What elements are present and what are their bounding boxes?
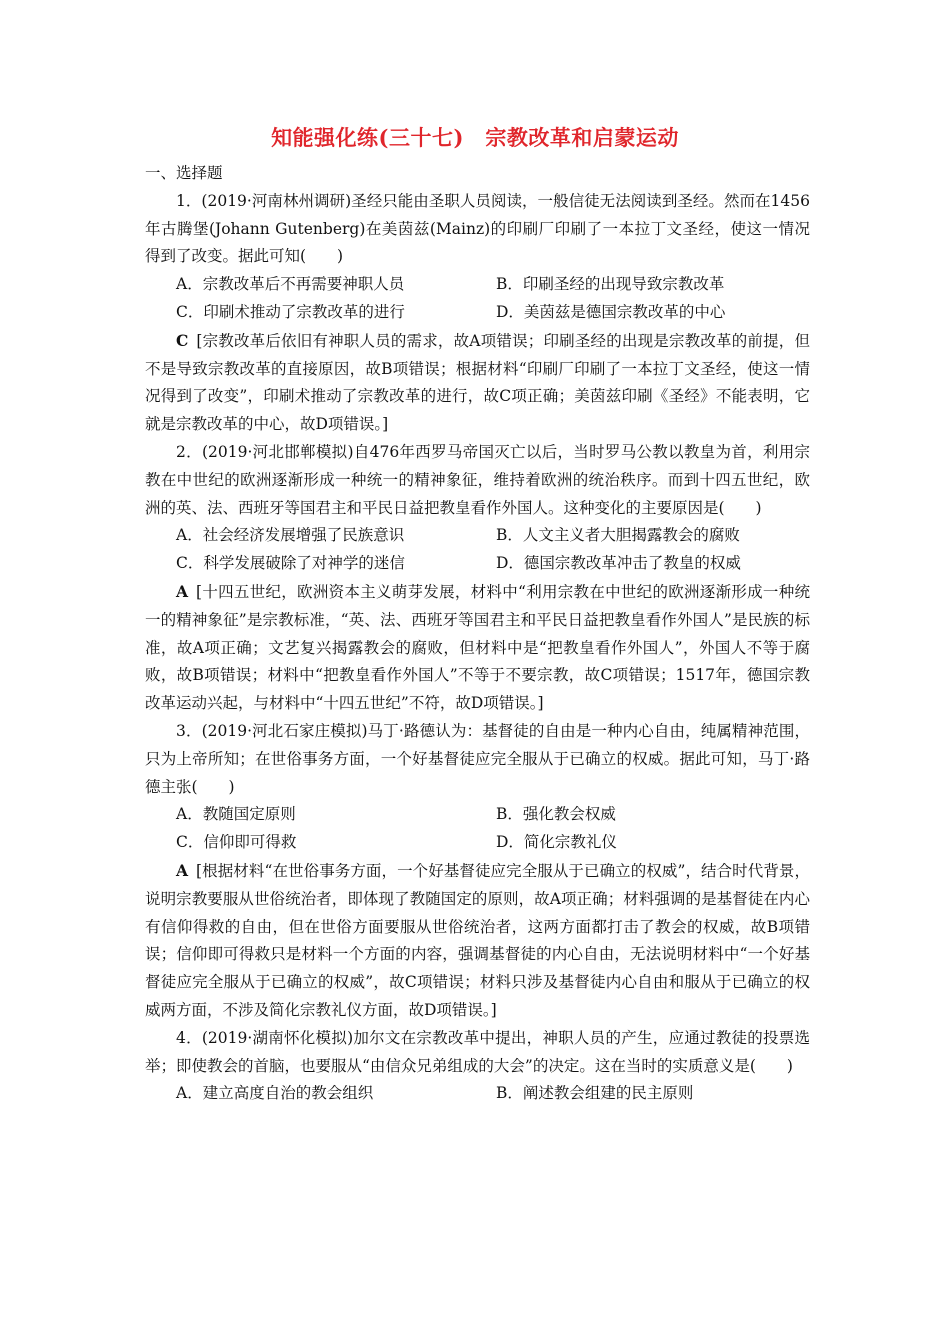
explanation-text: [十四五世纪，欧洲资本主义萌芽发展，材料中“利用宗教在中世纪的欧洲逐渐形成一种统一的精神象征”是宗教标准，“英、法、西班牙等国君主和平民日益把教皇看作外国人”是民族的标准，故A项正确；文艺复兴揭露教会的腐败，但材料中是“把教皇看作外国人”，外国人不等于腐败，故B项错误；材料中“把教皇看作外国人”不等于不要宗教，故C项错误；1517年，德国宗教改革运动兴起，与材料中“十四五世纪”不符，故D项错误。]	[145, 582, 810, 713]
answer-explanation	[145, 857, 810, 1025]
question-stem: 3．(2019·河北石家庄模拟)马丁·路德认为：基督徒的自由是一种内心自由，纯属精神范围，只为上帝所知；在世俗事务方面，一个好基督徒应完全服从于已确立的权威。据此可知，马丁·路德主张( )	[145, 721, 810, 796]
option-a: A．教随国定原则	[176, 805, 296, 824]
option-b: B．阐述教会组建的民主原则	[496, 1084, 694, 1103]
option-b: B．强化教会权威	[496, 805, 616, 824]
answer-explanation	[145, 578, 810, 718]
options	[145, 271, 810, 327]
option-a: A．社会经济发展增强了民族意识	[176, 526, 405, 545]
question-stem: 2．(2019·河北邯郸模拟)自476年西罗马帝国灭亡以后，当时罗马公教以教皇为首，利用宗教在中世纪的欧洲逐渐形成一种统一的精神象征，维持着欧洲的统治秩序。而到十四五世纪，欧洲的英、法、西班牙等国君主和平民日益把教皇看作外国人。这种变化的主要原因是( )	[145, 442, 810, 517]
answer-explanation	[145, 327, 810, 439]
question-4	[145, 1025, 810, 1108]
option-c: C．印刷术推动了宗教改革的进行	[176, 302, 405, 321]
section-heading: 一、选择题	[145, 164, 223, 182]
explanation-text: [宗教改革后依旧有神职人员的需求，故A项错误；印刷圣经的出现是宗教改革的前提，但不是导致宗教改革的直接原因，故B项错误；根据材料“印刷厂印刷了一本拉丁文圣经，使这一情况得到了改变”，印刷术推动了宗教改革的进行，故C项正确；美茵兹印刷《圣经》不能表明，它就是宗教改革的中心，故D项错误。]	[145, 331, 810, 434]
explanation-text: [根据材料“在世俗事务方面，一个好基督徒应完全服从于已确立的权威”，结合时代背景，说明宗教要服从世俗统治者，即体现了教随国定的原则，故A项正确；材料强调的是基督徒在内心有信仰得救的自由，但在世俗方面要服从世俗统治者，这两方面都打击了教会的权威，故B项错误；信仰即可得救只是材料一个方面的内容，强调基督徒的内心自由，无法说明材料中“一个好基督徒应完全服从于已确立的权威”，故C项错误；材料只涉及基督徒内心自由和服从于已确立的权威两方面，不涉及简化宗教礼仪方面，故D项错误。]	[145, 861, 810, 1019]
option-d: D．美茵兹是德国宗教改革的中心	[496, 302, 726, 321]
option-b: B．印刷圣经的出现导致宗教改革	[496, 275, 725, 294]
option-c: C．科学发展破除了对神学的迷信	[176, 554, 405, 573]
option-a: A．宗教改革后不再需要神职人员	[176, 275, 405, 294]
options	[145, 522, 810, 578]
option-a: A．建立高度自治的教会组织	[176, 1084, 374, 1103]
page-title: 知能强化练(三十七) 宗教改革和启蒙运动	[271, 125, 679, 150]
answer-key: C	[176, 330, 189, 350]
document-body	[145, 160, 810, 1108]
option-d: D．简化宗教礼仪	[496, 833, 617, 852]
options	[145, 801, 810, 857]
question-stem: 1．(2019·河南林州调研)圣经只能由圣职人员阅读，一般信徒无法阅读到圣经。然而在1456 年古腾堡(Johann Gutenberg)在美茵兹(Mainz)的印刷厂印刷了一本拉丁文圣经，使这一情况得到了改变。据此可知( )	[145, 191, 810, 266]
options	[145, 1080, 810, 1108]
question-1	[145, 188, 810, 439]
option-b: B．人文主义者大胆揭露教会的腐败	[496, 526, 740, 545]
option-c: C．信仰即可得救	[176, 833, 297, 852]
question-3	[145, 718, 810, 1025]
question-stem: 4．(2019·湖南怀化模拟)加尔文在宗教改革中提出，神职人员的产生，应通过教徒的投票选举；即使教会的首脑，也要服从“由信众兄弟组成的大会”的决定。这在当时的实质意义是( )	[145, 1028, 810, 1075]
option-d: D．德国宗教改革冲击了教皇的权威	[496, 554, 741, 573]
answer-key: A	[176, 581, 189, 601]
question-2	[145, 439, 810, 718]
answer-key: A	[176, 860, 189, 880]
